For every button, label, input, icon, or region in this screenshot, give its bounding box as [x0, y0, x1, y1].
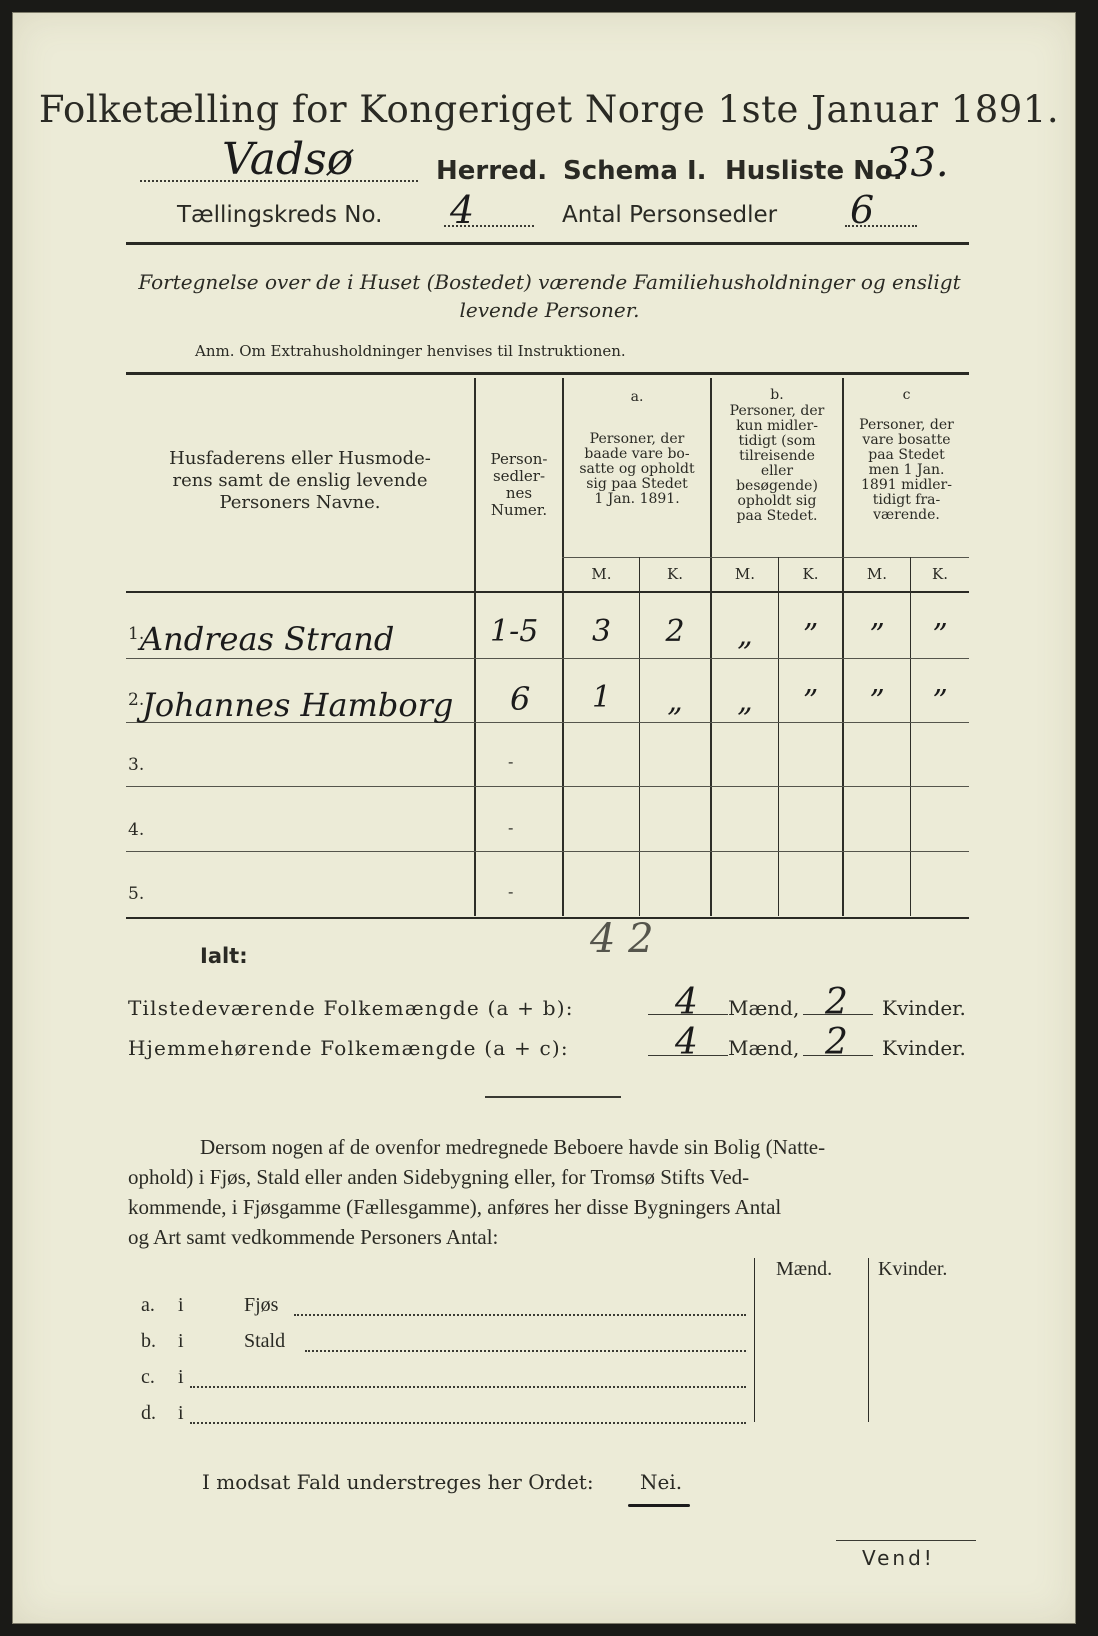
husliste-label: Husliste No. — [725, 156, 903, 186]
place-handwritten: Vadsø — [222, 134, 354, 185]
hjem-maend-value: 4 — [675, 1022, 698, 1063]
col-c-m-label: M. — [866, 565, 888, 583]
col-c-line-1: Personer, der — [859, 417, 954, 433]
intro-line-1: Fortegnelse over de i Huset (Bostedet) værende Familiehusholdninger og ensligt — [138, 270, 961, 294]
row-2-num: 6 — [510, 680, 531, 718]
row-2-a-m: 1 — [591, 680, 612, 715]
item-a-dotline — [294, 1314, 746, 1316]
row-5-num: - — [508, 882, 514, 901]
nei-underline — [628, 1504, 690, 1507]
row-1-a-k: 2 — [665, 614, 685, 649]
num-header-line-1: Person- — [490, 450, 548, 468]
row-2-no: 2. — [128, 690, 145, 710]
row-2-c-k: ” — [932, 684, 948, 719]
col-a-mk-divider — [639, 557, 640, 916]
col-b-line-2: kun midler- — [736, 418, 818, 434]
col-c-mk-divider — [910, 557, 911, 916]
para-line-4: og Art samt vedkommende Personers Antal: — [128, 1225, 499, 1249]
row-3-line — [126, 786, 969, 787]
item-a-label: Fjøs — [244, 1294, 279, 1316]
anm-note: Anm. Om Extrahusholdninger henvises til Instruktionen. — [195, 342, 626, 360]
row-4-num: - — [508, 818, 514, 837]
table-bottom-rule — [126, 917, 969, 919]
vend-label: Vend! — [862, 1546, 935, 1570]
para-line-2: ophold) i Fjøs, Stald eller anden Sidebygning eller, for Tromsø Stifts Ved- — [128, 1165, 750, 1189]
row-1-b-m: „ — [737, 618, 753, 653]
item-c-letter: c. — [141, 1366, 155, 1388]
para-line-3: kommende, i Fjøsgamme (Fællesgamme), anføres her disse Bygningers Antal — [128, 1195, 782, 1219]
col-c-line-2: vare bosatte — [862, 432, 951, 448]
col-b-letter: b. — [770, 387, 784, 403]
row-4-line — [126, 851, 969, 852]
hjem-kvinder-label: Kvinder. — [882, 1036, 966, 1060]
tilst-label: Tilstedeværende Folkemængde (a + b): — [128, 996, 574, 1020]
tilst-kvinder-value: 2 — [825, 982, 848, 1023]
item-d-i: i — [178, 1402, 184, 1424]
hjem-label: Hjemmehørende Folkemængde (a + c): — [128, 1036, 569, 1060]
row-3-num: - — [508, 752, 514, 771]
modsat-text: I modsat Fald understreges her Ordet: — [202, 1470, 594, 1494]
item-d-letter: d. — [141, 1402, 156, 1424]
item-b-letter: b. — [141, 1330, 156, 1352]
col-c-line-5: 1891 midler- — [861, 477, 952, 493]
col-c-letter: c — [902, 387, 911, 403]
row-1-line — [126, 658, 969, 659]
row-1-c-m: ” — [869, 618, 885, 653]
sum-scribble: 4 2 — [590, 916, 654, 962]
col-b-line-6: besøgende) — [736, 478, 818, 494]
num-header-line-2: sedler- — [492, 467, 546, 485]
num-header-line-3: nes — [505, 484, 533, 502]
mk-subheader-line — [562, 557, 969, 558]
row-2-a-k: „ — [667, 684, 683, 719]
building-paragraph — [128, 1132, 976, 1252]
col-b-line-5: eller — [760, 463, 794, 479]
row-5-no: 5. — [128, 884, 145, 904]
num-header-line-4: Numer. — [490, 501, 548, 519]
census-form-sheet — [12, 12, 1076, 1624]
nei-word: Nei. — [640, 1470, 683, 1494]
col-b-line-7: opholdt sig — [737, 493, 817, 509]
row-2-b-k: ” — [802, 684, 819, 719]
row-2-name: Johannes Hamborg — [142, 686, 454, 724]
buildings-divider-1 — [754, 1258, 755, 1422]
intro-line-2: levende Personer. — [459, 298, 640, 322]
col-b-line-4: tilreisende — [739, 448, 815, 464]
kreds-label: Tællingskreds No. — [177, 202, 383, 228]
row-4-no: 4. — [128, 820, 145, 840]
ialt-label: Ialt: — [200, 944, 248, 968]
item-b-i: i — [178, 1330, 184, 1352]
form-title: Folketælling for Kongeriget Norge 1ste Januar 1891. — [38, 88, 1060, 131]
col-a-line-2: baade vare bo- — [584, 446, 690, 462]
hjem-maend-label: Mænd, — [728, 1036, 800, 1060]
vend-rule — [836, 1540, 976, 1541]
row-1-a-m: 3 — [591, 614, 612, 649]
col-a-header — [564, 432, 710, 507]
tilst-kvinder-label: Kvinder. — [882, 996, 966, 1020]
row-1-name: Andreas Strand — [140, 620, 395, 658]
tilst-maend-label: Mænd, — [728, 996, 800, 1020]
col-a-k-label: K. — [667, 565, 683, 583]
item-a-letter: a. — [141, 1294, 155, 1316]
kreds-number: 4 — [450, 188, 475, 232]
row-1-num: 1-5 — [490, 614, 539, 649]
col-c-header — [844, 418, 969, 523]
col-c-line-7: værende. — [873, 507, 940, 523]
table-top-rule — [126, 372, 969, 375]
herred-label: Herred. — [436, 156, 548, 186]
header-rule — [126, 242, 969, 245]
buildings-kvinder-header: Kvinder. — [878, 1258, 948, 1280]
col-b-m-label: M. — [734, 565, 756, 583]
col-c-line-3: paa Stedet — [868, 447, 945, 463]
row-1-b-k: ” — [802, 618, 819, 653]
name-column-header — [130, 448, 470, 514]
col-b-line-8: paa Stedet. — [736, 508, 818, 524]
col-a-line-5: 1 Jan. 1891. — [594, 491, 680, 507]
row-1-c-k: ” — [932, 618, 948, 653]
col-c-line-4: men 1 Jan. — [868, 462, 945, 478]
col-a-line-4: sig paa Stedet — [586, 476, 688, 492]
col-a-m-label: M. — [591, 565, 612, 583]
antal-label: Antal Personsedler — [562, 202, 778, 228]
item-a-i: i — [178, 1294, 184, 1316]
section-divider — [485, 1096, 621, 1098]
col-b-line-1: Personer, der — [729, 403, 825, 419]
item-d-dotline — [190, 1422, 746, 1424]
row-2-c-m: ” — [869, 684, 885, 719]
row-1-no: 1. — [128, 624, 145, 644]
col-c-line-6: tidigt fra- — [872, 492, 941, 508]
antal-number: 6 — [850, 188, 875, 232]
col-b-k-label: K. — [802, 565, 819, 583]
item-c-dotline — [190, 1386, 746, 1388]
para-line-1: Dersom nogen af de ovenfor medregnede Beboere havde sin Bolig (Natte- — [200, 1135, 826, 1159]
row-3-no: 3. — [128, 755, 145, 775]
schema-label: Schema I. — [563, 156, 707, 186]
col-a-letter: a. — [630, 389, 644, 405]
name-header-line-3: Personers Navne. — [219, 492, 381, 513]
item-c-i: i — [178, 1366, 184, 1388]
col-b-mk-divider — [778, 557, 779, 916]
item-b-label: Stald — [244, 1330, 286, 1352]
buildings-divider-2 — [868, 1258, 869, 1422]
row-2-b-m: „ — [737, 684, 753, 719]
col-b-header — [712, 404, 842, 524]
buildings-maend-header: Mænd. — [776, 1258, 833, 1280]
name-header-line-2: rens samt de enslig levende — [172, 470, 428, 491]
tilst-maend-value: 4 — [675, 982, 698, 1023]
col-a-line-3: satte og opholdt — [579, 461, 695, 477]
name-header-line-1: Husfaderens eller Husmode- — [169, 448, 431, 469]
item-b-dotline — [305, 1350, 746, 1352]
col-a-line-1: Personer, der — [589, 431, 685, 447]
col-c-k-label: K. — [932, 565, 948, 583]
col-b-line-3: tidigt (som — [738, 433, 816, 449]
hjem-kvinder-value: 2 — [825, 1022, 848, 1063]
num-column-header — [476, 451, 562, 519]
husliste-number: 33. — [885, 140, 949, 186]
